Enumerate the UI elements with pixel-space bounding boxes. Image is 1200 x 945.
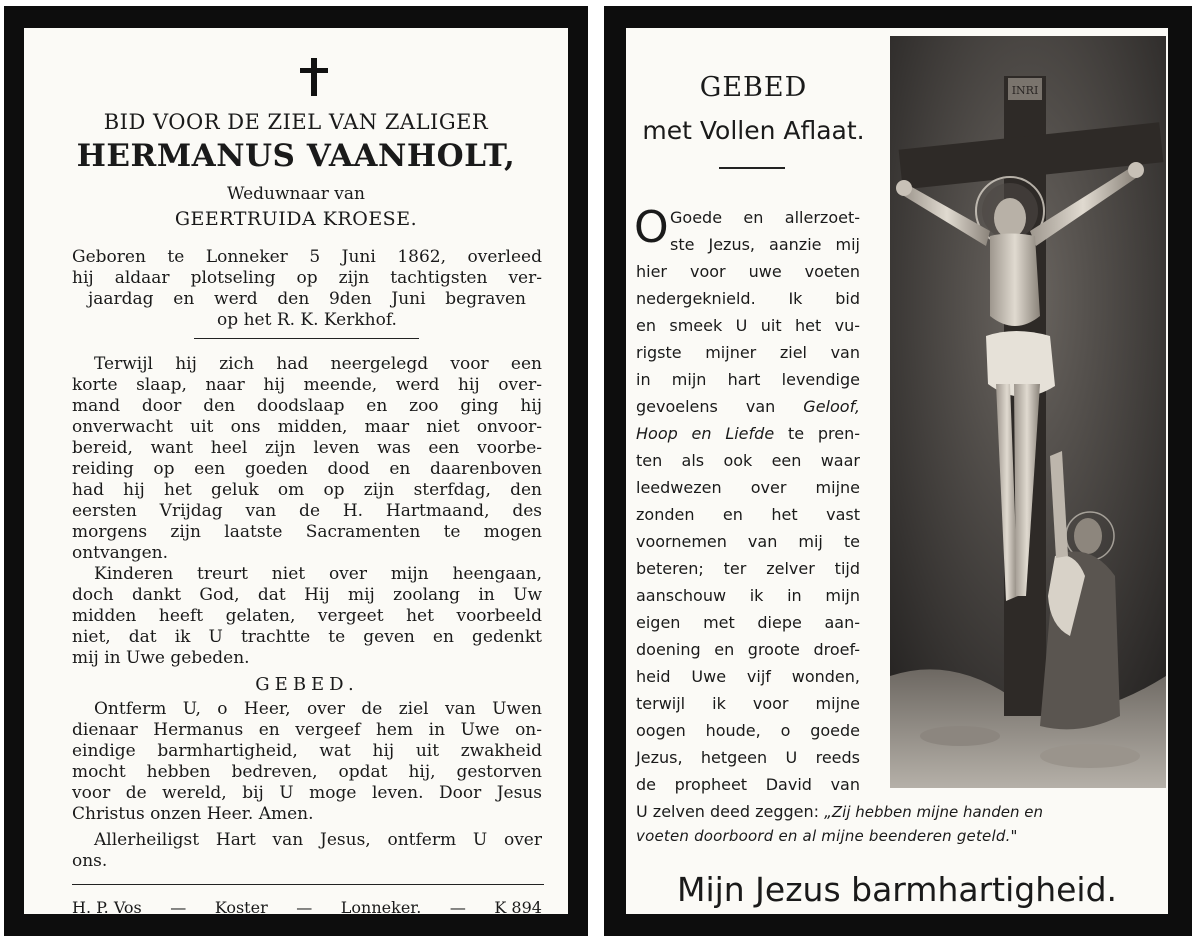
prayer-line: [636, 341, 860, 365]
prayer-line-wide: [636, 824, 1138, 848]
spouse-name: GEERTRUIDA KROESE.: [174, 208, 418, 230]
prayer-line: ons.: [72, 851, 108, 871]
prayer-line: [636, 260, 860, 284]
body-line: onverwacht uit ons midden, maar niet onvoor-: [72, 417, 542, 437]
prayer-text: heid Uwe vijf wonden,: [636, 667, 860, 686]
prayer-line: eindige barmhartigheid, wat hij uit zwakheid: [72, 741, 542, 761]
prayer-text: Goede en allerzoet-: [670, 208, 860, 227]
prayer-line-wide: [636, 800, 1138, 824]
body-line: midden heeft gelaten, vergeet het voorbeeld: [72, 606, 542, 626]
footer-dash: —: [296, 898, 313, 917]
prayer-text: de propheet David van: [636, 775, 860, 794]
body-line: doch dankt God, dat Hij mij zoolang in Uw: [72, 585, 542, 605]
relation-line: Weduwnaar van: [227, 184, 365, 204]
printer-name: H. P. Vos: [72, 898, 142, 917]
footer-dash: —: [449, 898, 466, 917]
prayer-text: aanschouw ik in mijn: [636, 586, 860, 605]
prayer-text: gevoelens van: [636, 397, 804, 416]
body-line: mij in Uwe gebeden.: [72, 648, 250, 668]
prayer-text: en smeek U uit het vu-: [636, 316, 860, 335]
prayer-line: [636, 503, 860, 527]
prayer-line: [636, 584, 860, 608]
bio-line: hij aldaar plotseling op zijn tachtigsten ver-: [72, 268, 542, 288]
prayer-line: Allerheiligst Hart van Jesus, ontferm U over: [94, 830, 542, 850]
drop-cap: O: [634, 202, 669, 253]
prayer-line: [636, 287, 860, 311]
prayer-line: [636, 773, 860, 797]
crucifixion-illustration: [890, 36, 1166, 788]
prayer-line: Ontferm U, o Heer, over de ziel van Uwen: [94, 699, 542, 719]
body-line: korte slaap, naar hij meende, werd hij over-: [72, 375, 542, 395]
prayer-title: GEBED: [699, 72, 808, 103]
body-line: niet, dat ik U trachtte te geven en gedenkt: [72, 627, 542, 647]
closing-invocation: Mijn Jezus barmhartigheid.: [676, 870, 1118, 909]
prayer-line: [636, 746, 860, 770]
prayer-line: [636, 368, 860, 392]
prayer-request-line: BID VOOR DE ZIEL VAN ZALIGER: [103, 110, 489, 134]
deceased-name: HERMANUS VAANHOLT,: [76, 138, 516, 174]
prayer-line: [636, 422, 860, 446]
prayer-text: Jezus, hetgeen U reeds: [636, 748, 860, 767]
prayer-text: te pren-: [774, 424, 860, 443]
scripture-quote: „Zij hebben mijne handen en: [824, 803, 1043, 821]
memorial-card-front: [4, 6, 588, 936]
card-back-paper: [626, 28, 1168, 914]
prayer-text: terwijl ik voor mijne: [636, 694, 860, 713]
prayer-text: nedergeknield. Ik bid: [636, 289, 860, 308]
body-line: had hij het geluk om op zijn sterfdag, den: [72, 480, 542, 500]
inri-plaque: INRI: [1011, 84, 1039, 97]
body-line: bereid, want heel zijn leven was een voorbe-: [72, 438, 542, 458]
prayer-line: [670, 233, 860, 257]
crucifixion-image: [890, 36, 1166, 788]
memorial-card-back: [604, 6, 1192, 936]
prayer-line: [636, 449, 860, 473]
prayer-text: voornemen van mij te: [636, 532, 860, 551]
printer-role: Koster: [214, 898, 268, 917]
prayer-line: [636, 638, 860, 662]
card-front-paper: [24, 28, 568, 917]
prayer-line: voor de wereld, bij U moge leven. Door Jesus: [72, 783, 542, 803]
prayer-text: beteren; ter zelver tijd: [636, 559, 860, 578]
prayer-line: [636, 557, 860, 581]
prayer-heading: GEBED.: [255, 674, 359, 695]
bio-line: op het R. K. Kerkhof.: [217, 310, 397, 330]
prayer-text: hier voor uwe voeten: [636, 262, 860, 281]
body-line: eersten Vrijdag van de H. Hartmaand, des: [72, 501, 542, 521]
prayer-line: Christus onzen Heer. Amen.: [72, 804, 314, 824]
prayer-text: rigste mijner ziel van: [636, 343, 860, 362]
print-code: K 894: [494, 898, 542, 917]
body-line: reiding op een goeden dood en daarenboven: [72, 459, 542, 479]
prayer-text: zonden en het vast: [636, 505, 860, 524]
body-line: Terwijl hij zich had neergelegd voor een: [94, 354, 542, 374]
prayer-text: in mijn hart levendige: [636, 370, 860, 389]
printer-place: Lonneker.: [340, 898, 422, 917]
footer-dash: —: [170, 898, 187, 917]
body-line: Kinderen treurt niet over mijn heengaan,: [94, 564, 542, 584]
virtue-text: Hoop en Liefde: [636, 424, 775, 443]
prayer-line: [670, 206, 860, 230]
scripture-quote: voeten doorboord en al mijne beenderen geteld.": [636, 827, 1018, 845]
bio-line: jaardag en werd den 9den Juni begraven: [88, 289, 526, 309]
prayer-text: oogen houde, o goede: [636, 721, 860, 740]
prayer-line: [636, 611, 860, 635]
prayer-line: [636, 476, 860, 500]
title-divider: [719, 167, 785, 169]
prayer-line: mocht hebben bedreven, opdat hij, gestorven: [72, 762, 542, 782]
prayer-line: [636, 530, 860, 554]
divider: [194, 338, 419, 339]
footer-divider: [72, 884, 544, 885]
prayer-text: leedwezen over mijne: [636, 478, 860, 497]
cross-icon: [300, 58, 328, 96]
body-line: morgens zijn laatste Sacramenten te mogen: [72, 522, 542, 542]
prayer-line: [636, 692, 860, 716]
body-line: ontvangen.: [72, 543, 168, 563]
prayer-line: [636, 314, 860, 338]
prayer-subtitle: met Vollen Aflaat.: [642, 116, 865, 145]
prayer-text: ste Jezus, aanzie mij: [670, 235, 860, 254]
virtue-text: Geloof,: [803, 397, 860, 416]
prayer-line: [636, 395, 860, 419]
printer-footer: [72, 898, 542, 918]
prayer-line: [636, 665, 860, 689]
prayer-text: eigen met diepe aan-: [636, 613, 860, 632]
prayer-text: ten als ook een waar: [636, 451, 860, 470]
prayer-text: U zelven deed zeggen:: [636, 802, 825, 821]
bio-line: Geboren te Lonneker 5 Juni 1862, overleed: [72, 247, 542, 267]
prayer-line: dienaar Hermanus en vergeef hem in Uwe on-: [72, 720, 542, 740]
prayer-line: [636, 719, 860, 743]
body-line: mand door den doodslaap en zoo ging hij: [72, 396, 542, 416]
prayer-text: doening en groote droef-: [636, 640, 860, 659]
